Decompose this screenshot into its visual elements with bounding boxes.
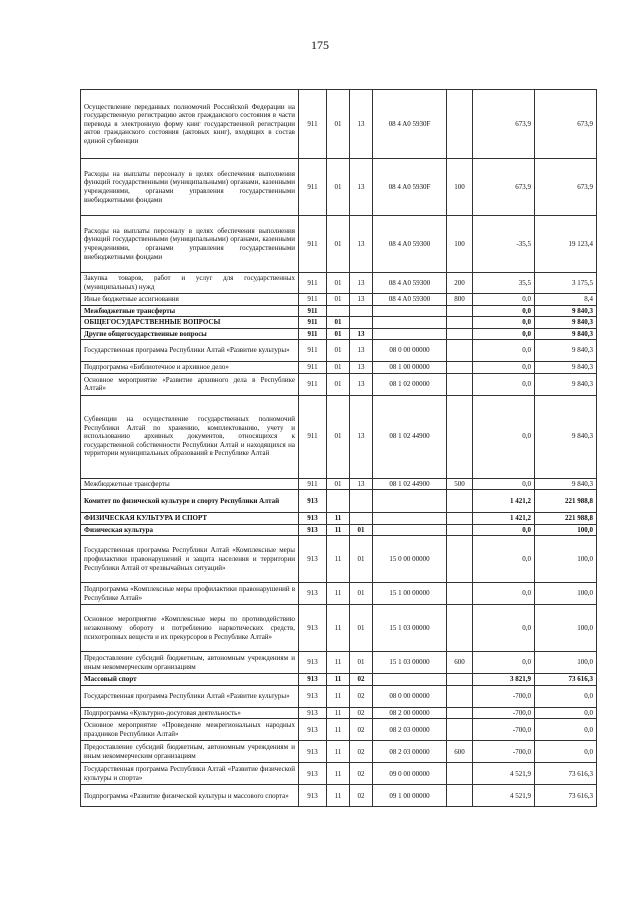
item-change-amount: 0,0 xyxy=(473,395,535,478)
item-total-amount: 9 840,3 xyxy=(535,362,597,374)
item-expense-type xyxy=(447,328,473,340)
item-grbs: 911 xyxy=(299,90,327,159)
table-row xyxy=(81,583,597,605)
item-target-article xyxy=(373,328,447,340)
item-name: Подпрограмма «Развитие физической культуры и массового спорта» xyxy=(81,785,299,807)
budget-table xyxy=(80,89,597,807)
item-target-article xyxy=(373,513,447,525)
item-section: 11 xyxy=(327,763,350,785)
item-name: ОБЩЕГОСУДАРСТВЕННЫЕ ВОПРОСЫ xyxy=(81,317,299,329)
item-subsection: 02 xyxy=(350,741,373,763)
item-target-article: 15 0 00 00000 xyxy=(373,536,447,583)
item-section: 01 xyxy=(327,90,350,159)
item-subsection: 13 xyxy=(350,362,373,374)
item-target-article: 08 1 02 44900 xyxy=(373,478,447,490)
table-row xyxy=(81,741,597,763)
item-name: Подпрограмма «Библиотечное и архивное дело» xyxy=(81,362,299,374)
item-subsection: 02 xyxy=(350,707,373,719)
item-grbs: 911 xyxy=(299,478,327,490)
item-subsection xyxy=(350,305,373,317)
item-grbs: 913 xyxy=(299,707,327,719)
item-name: Иные бюджетные ассигнования xyxy=(81,294,299,306)
item-total-amount: 100,0 xyxy=(535,605,597,652)
item-total-amount: 0,0 xyxy=(535,741,597,763)
item-name: Подпрограмма «Культурно-досуговая деятельность» xyxy=(81,707,299,719)
item-section: 11 xyxy=(327,785,350,807)
item-grbs: 913 xyxy=(299,605,327,652)
table-row xyxy=(81,395,597,478)
table-row xyxy=(81,719,597,741)
item-subsection: 13 xyxy=(350,328,373,340)
item-name: Предоставление субсидий бюджетным, автономным учреждениям и иным некоммерческим организациям xyxy=(81,652,299,674)
item-change-amount: 35,5 xyxy=(473,273,535,294)
item-name: Осуществление переданных полномочий Российской Федерации на государственную регистрацию актов гражданского состояния в части перевода в электронную форму книг государственной регистрации актов гражданского состояния (актовых книг), входящих в состав единой субвенции xyxy=(81,90,299,159)
item-change-amount: 4 521,9 xyxy=(473,785,535,807)
item-expense-type: 100 xyxy=(447,216,473,273)
item-expense-type xyxy=(447,583,473,605)
item-section: 01 xyxy=(327,362,350,374)
item-expense-type xyxy=(447,317,473,329)
item-section: 11 xyxy=(327,583,350,605)
item-section: 11 xyxy=(327,719,350,741)
item-target-article: 15 1 03 00000 xyxy=(373,652,447,674)
table-row xyxy=(81,685,597,707)
item-change-amount: 673,9 xyxy=(473,159,535,216)
item-total-amount: 9 840,3 xyxy=(535,328,597,340)
item-total-amount: 0,0 xyxy=(535,685,597,707)
item-total-amount: 9 840,3 xyxy=(535,373,597,395)
item-section: 11 xyxy=(327,685,350,707)
item-change-amount: 0,0 xyxy=(473,362,535,374)
item-change-amount: -700,0 xyxy=(473,707,535,719)
item-section: 01 xyxy=(327,216,350,273)
item-total-amount: 221 988,8 xyxy=(535,513,597,525)
item-subsection: 02 xyxy=(350,719,373,741)
item-target-article: 08 2 03 00000 xyxy=(373,741,447,763)
item-name: Закупка товаров, работ и услуг для государственных (муниципальных) нужд xyxy=(81,273,299,294)
item-total-amount: 673,9 xyxy=(535,90,597,159)
item-name: Массовый спорт xyxy=(81,674,299,686)
item-section: 01 xyxy=(327,328,350,340)
item-section: 01 xyxy=(327,294,350,306)
item-grbs: 911 xyxy=(299,273,327,294)
item-total-amount: 9 840,3 xyxy=(535,305,597,317)
table-row xyxy=(81,159,597,216)
item-section: 11 xyxy=(327,741,350,763)
item-name: Государственная программа Республики Алтай «Развитие физической культуры и спорта» xyxy=(81,763,299,785)
item-change-amount: 0,0 xyxy=(473,536,535,583)
item-target-article: 09 0 00 00000 xyxy=(373,763,447,785)
item-expense-type xyxy=(447,674,473,686)
item-target-article: 08 2 00 00000 xyxy=(373,707,447,719)
table-row xyxy=(81,328,597,340)
item-change-amount: -700,0 xyxy=(473,719,535,741)
item-expense-type xyxy=(447,763,473,785)
item-subsection: 13 xyxy=(350,273,373,294)
item-total-amount: 73 616,3 xyxy=(535,674,597,686)
item-expense-type: 600 xyxy=(447,741,473,763)
item-grbs: 911 xyxy=(299,395,327,478)
item-subsection xyxy=(350,513,373,525)
item-section: 11 xyxy=(327,652,350,674)
item-target-article xyxy=(373,524,447,536)
item-change-amount: -35,5 xyxy=(473,216,535,273)
item-target-article xyxy=(373,490,447,513)
table-row xyxy=(81,305,597,317)
table-row xyxy=(81,674,597,686)
table-row xyxy=(81,294,597,306)
item-section: 11 xyxy=(327,524,350,536)
item-expense-type xyxy=(447,373,473,395)
item-change-amount: 0,0 xyxy=(473,605,535,652)
item-target-article: 08 1 02 44900 xyxy=(373,395,447,478)
item-target-article: 08 4 A0 5930F xyxy=(373,159,447,216)
item-total-amount: 8,4 xyxy=(535,294,597,306)
item-subsection: 02 xyxy=(350,763,373,785)
item-subsection: 13 xyxy=(350,294,373,306)
item-target-article: 08 2 03 00000 xyxy=(373,719,447,741)
item-change-amount: 0,0 xyxy=(473,373,535,395)
item-grbs: 911 xyxy=(299,317,327,329)
item-expense-type xyxy=(447,605,473,652)
table-row xyxy=(81,652,597,674)
item-target-article: 08 0 00 00000 xyxy=(373,340,447,362)
item-grbs: 913 xyxy=(299,513,327,525)
item-subsection: 02 xyxy=(350,674,373,686)
item-target-article: 08 1 00 00000 xyxy=(373,362,447,374)
item-expense-type xyxy=(447,362,473,374)
item-total-amount: 221 988,8 xyxy=(535,490,597,513)
item-total-amount: 9 840,3 xyxy=(535,395,597,478)
item-subsection: 13 xyxy=(350,340,373,362)
item-name: Субвенции на осуществление государственных полномочий Республики Алтай по хранению, комплектованию, учету и использованию архивных документов, относящихся к государственной собственности Республики Алтай и находящихся на территории муниципальных образований в Республике Алтай xyxy=(81,395,299,478)
item-name: ФИЗИЧЕСКАЯ КУЛЬТУРА И СПОРТ xyxy=(81,513,299,525)
item-subsection: 13 xyxy=(350,159,373,216)
item-grbs: 911 xyxy=(299,294,327,306)
item-target-article: 08 4 A0 59300 xyxy=(373,294,447,306)
item-change-amount: 1 421,2 xyxy=(473,490,535,513)
item-change-amount: 673,9 xyxy=(473,90,535,159)
item-grbs: 913 xyxy=(299,674,327,686)
item-change-amount: 1 421,2 xyxy=(473,513,535,525)
item-subsection: 01 xyxy=(350,605,373,652)
item-total-amount: 3 175,5 xyxy=(535,273,597,294)
item-expense-type xyxy=(447,490,473,513)
item-section: 01 xyxy=(327,373,350,395)
item-subsection: 02 xyxy=(350,785,373,807)
item-change-amount: 0,0 xyxy=(473,340,535,362)
item-expense-type xyxy=(447,305,473,317)
table-row xyxy=(81,524,597,536)
item-section: 01 xyxy=(327,478,350,490)
item-grbs: 913 xyxy=(299,719,327,741)
item-change-amount: 0,0 xyxy=(473,294,535,306)
item-expense-type xyxy=(447,785,473,807)
table-row xyxy=(81,785,597,807)
item-total-amount: 0,0 xyxy=(535,707,597,719)
item-grbs: 911 xyxy=(299,362,327,374)
item-change-amount: 0,0 xyxy=(473,328,535,340)
item-grbs: 911 xyxy=(299,216,327,273)
item-grbs: 911 xyxy=(299,305,327,317)
item-name: Основное мероприятие «Развитие архивного дела в Республике Алтай» xyxy=(81,373,299,395)
item-change-amount: 0,0 xyxy=(473,583,535,605)
item-total-amount: 73 616,3 xyxy=(535,785,597,807)
item-change-amount: -700,0 xyxy=(473,685,535,707)
item-expense-type xyxy=(447,524,473,536)
item-section xyxy=(327,305,350,317)
item-total-amount: 9 840,3 xyxy=(535,317,597,329)
item-change-amount: 0,0 xyxy=(473,317,535,329)
item-target-article xyxy=(373,305,447,317)
item-subsection: 13 xyxy=(350,90,373,159)
item-grbs: 913 xyxy=(299,490,327,513)
item-subsection: 13 xyxy=(350,216,373,273)
item-section: 01 xyxy=(327,340,350,362)
item-subsection: 02 xyxy=(350,685,373,707)
item-total-amount: 673,9 xyxy=(535,159,597,216)
item-name: Государственная программа Республики Алтай «Комплексные меры профилактики правонарушений и защита населения и территории Республики Алтай от чрезвычайных ситуаций» xyxy=(81,536,299,583)
item-subsection: 13 xyxy=(350,478,373,490)
item-section: 11 xyxy=(327,513,350,525)
item-change-amount: 0,0 xyxy=(473,652,535,674)
item-change-amount: 0,0 xyxy=(473,305,535,317)
table-row xyxy=(81,478,597,490)
item-section: 11 xyxy=(327,707,350,719)
item-section: 01 xyxy=(327,159,350,216)
item-target-article: 08 4 A0 5930F xyxy=(373,90,447,159)
item-section: 01 xyxy=(327,395,350,478)
item-grbs: 911 xyxy=(299,328,327,340)
item-grbs: 913 xyxy=(299,583,327,605)
item-target-article: 08 0 00 00000 xyxy=(373,685,447,707)
item-name: Межбюджетные трансферты xyxy=(81,305,299,317)
table-row xyxy=(81,536,597,583)
item-change-amount: 4 521,9 xyxy=(473,763,535,785)
item-target-article: 08 4 A0 59300 xyxy=(373,273,447,294)
item-name: Государственная программа Республики Алтай «Развитие культуры» xyxy=(81,685,299,707)
item-grbs: 911 xyxy=(299,340,327,362)
item-target-article: 09 1 00 00000 xyxy=(373,785,447,807)
table-row xyxy=(81,763,597,785)
item-total-amount: 9 840,3 xyxy=(535,340,597,362)
item-target-article: 08 4 A0 59300 xyxy=(373,216,447,273)
item-subsection: 13 xyxy=(350,395,373,478)
item-expense-type xyxy=(447,90,473,159)
item-grbs: 913 xyxy=(299,524,327,536)
table-row xyxy=(81,216,597,273)
item-grbs: 913 xyxy=(299,741,327,763)
item-total-amount: 100,0 xyxy=(535,652,597,674)
item-section xyxy=(327,490,350,513)
item-change-amount: -700,0 xyxy=(473,741,535,763)
table-row xyxy=(81,373,597,395)
item-expense-type xyxy=(447,395,473,478)
item-grbs: 913 xyxy=(299,652,327,674)
table-row xyxy=(81,513,597,525)
item-subsection: 01 xyxy=(350,583,373,605)
item-change-amount: 0,0 xyxy=(473,478,535,490)
item-grbs: 913 xyxy=(299,685,327,707)
item-target-article xyxy=(373,317,447,329)
item-name: Подпрограмма «Комплексные меры профилактики правонарушений в Республике Алтай» xyxy=(81,583,299,605)
item-expense-type xyxy=(447,340,473,362)
item-name: Основное мероприятие «Комплексные меры по противодействию незаконному обороту и потреблению наркотических средств, психотропных веществ и их прекурсоров в Республике Алтай» xyxy=(81,605,299,652)
item-grbs: 913 xyxy=(299,763,327,785)
item-total-amount: 73 616,3 xyxy=(535,763,597,785)
item-expense-type: 600 xyxy=(447,652,473,674)
table-row xyxy=(81,340,597,362)
item-expense-type xyxy=(447,707,473,719)
item-grbs: 913 xyxy=(299,785,327,807)
table-row xyxy=(81,317,597,329)
item-total-amount: 19 123,4 xyxy=(535,216,597,273)
item-subsection xyxy=(350,490,373,513)
item-target-article xyxy=(373,674,447,686)
item-name: Расходы на выплаты персоналу в целях обеспечения выполнения функций государственными (муниципальными) органами, казенными учреждениями, органами управления государственными внебюджетными фондами xyxy=(81,159,299,216)
item-target-article: 15 1 00 00000 xyxy=(373,583,447,605)
item-name: Физическая культура xyxy=(81,524,299,536)
item-section: 11 xyxy=(327,605,350,652)
item-expense-type xyxy=(447,513,473,525)
item-expense-type: 500 xyxy=(447,478,473,490)
item-name: Расходы на выплаты персоналу в целях обеспечения выполнения функций государственными (муниципальными) органами, казенными учреждениями, органами управления государственными внебюджетными фондами xyxy=(81,216,299,273)
item-grbs: 911 xyxy=(299,373,327,395)
item-name: Межбюджетные трансферты xyxy=(81,478,299,490)
item-subsection: 01 xyxy=(350,536,373,583)
item-subsection: 01 xyxy=(350,652,373,674)
table-row xyxy=(81,490,597,513)
item-section: 01 xyxy=(327,317,350,329)
item-expense-type xyxy=(447,536,473,583)
item-total-amount: 0,0 xyxy=(535,719,597,741)
item-total-amount: 100,0 xyxy=(535,524,597,536)
item-total-amount: 9 840,3 xyxy=(535,478,597,490)
item-name: Предоставление субсидий бюджетным, автономным учреждениям и иным некоммерческим организациям xyxy=(81,741,299,763)
item-name: Государственная программа Республики Алтай «Развитие культуры» xyxy=(81,340,299,362)
table-row xyxy=(81,362,597,374)
item-total-amount: 100,0 xyxy=(535,583,597,605)
item-grbs: 913 xyxy=(299,536,327,583)
item-expense-type: 800 xyxy=(447,294,473,306)
item-total-amount: 100,0 xyxy=(535,536,597,583)
item-target-article: 08 1 02 00000 xyxy=(373,373,447,395)
item-grbs: 911 xyxy=(299,159,327,216)
item-name: Другие общегосударственные вопросы xyxy=(81,328,299,340)
item-subsection xyxy=(350,317,373,329)
item-subsection: 13 xyxy=(350,373,373,395)
item-expense-type: 200 xyxy=(447,273,473,294)
item-section: 01 xyxy=(327,273,350,294)
item-target-article: 15 1 03 00000 xyxy=(373,605,447,652)
page-number: 175 xyxy=(311,38,329,52)
table-body xyxy=(81,90,597,807)
item-expense-type xyxy=(447,719,473,741)
item-name: Комитет по физической культуре и спорту Республики Алтай xyxy=(81,490,299,513)
table-row xyxy=(81,90,597,159)
table-row xyxy=(81,273,597,294)
item-expense-type xyxy=(447,685,473,707)
item-section: 11 xyxy=(327,674,350,686)
item-name: Основное мероприятие «Проведение межрегиональных народных праздников Республики Алтай» xyxy=(81,719,299,741)
item-change-amount: 3 821,9 xyxy=(473,674,535,686)
item-subsection: 01 xyxy=(350,524,373,536)
item-section: 11 xyxy=(327,536,350,583)
item-expense-type: 100 xyxy=(447,159,473,216)
item-change-amount: 0,0 xyxy=(473,524,535,536)
table-row xyxy=(81,707,597,719)
table-row xyxy=(81,605,597,652)
